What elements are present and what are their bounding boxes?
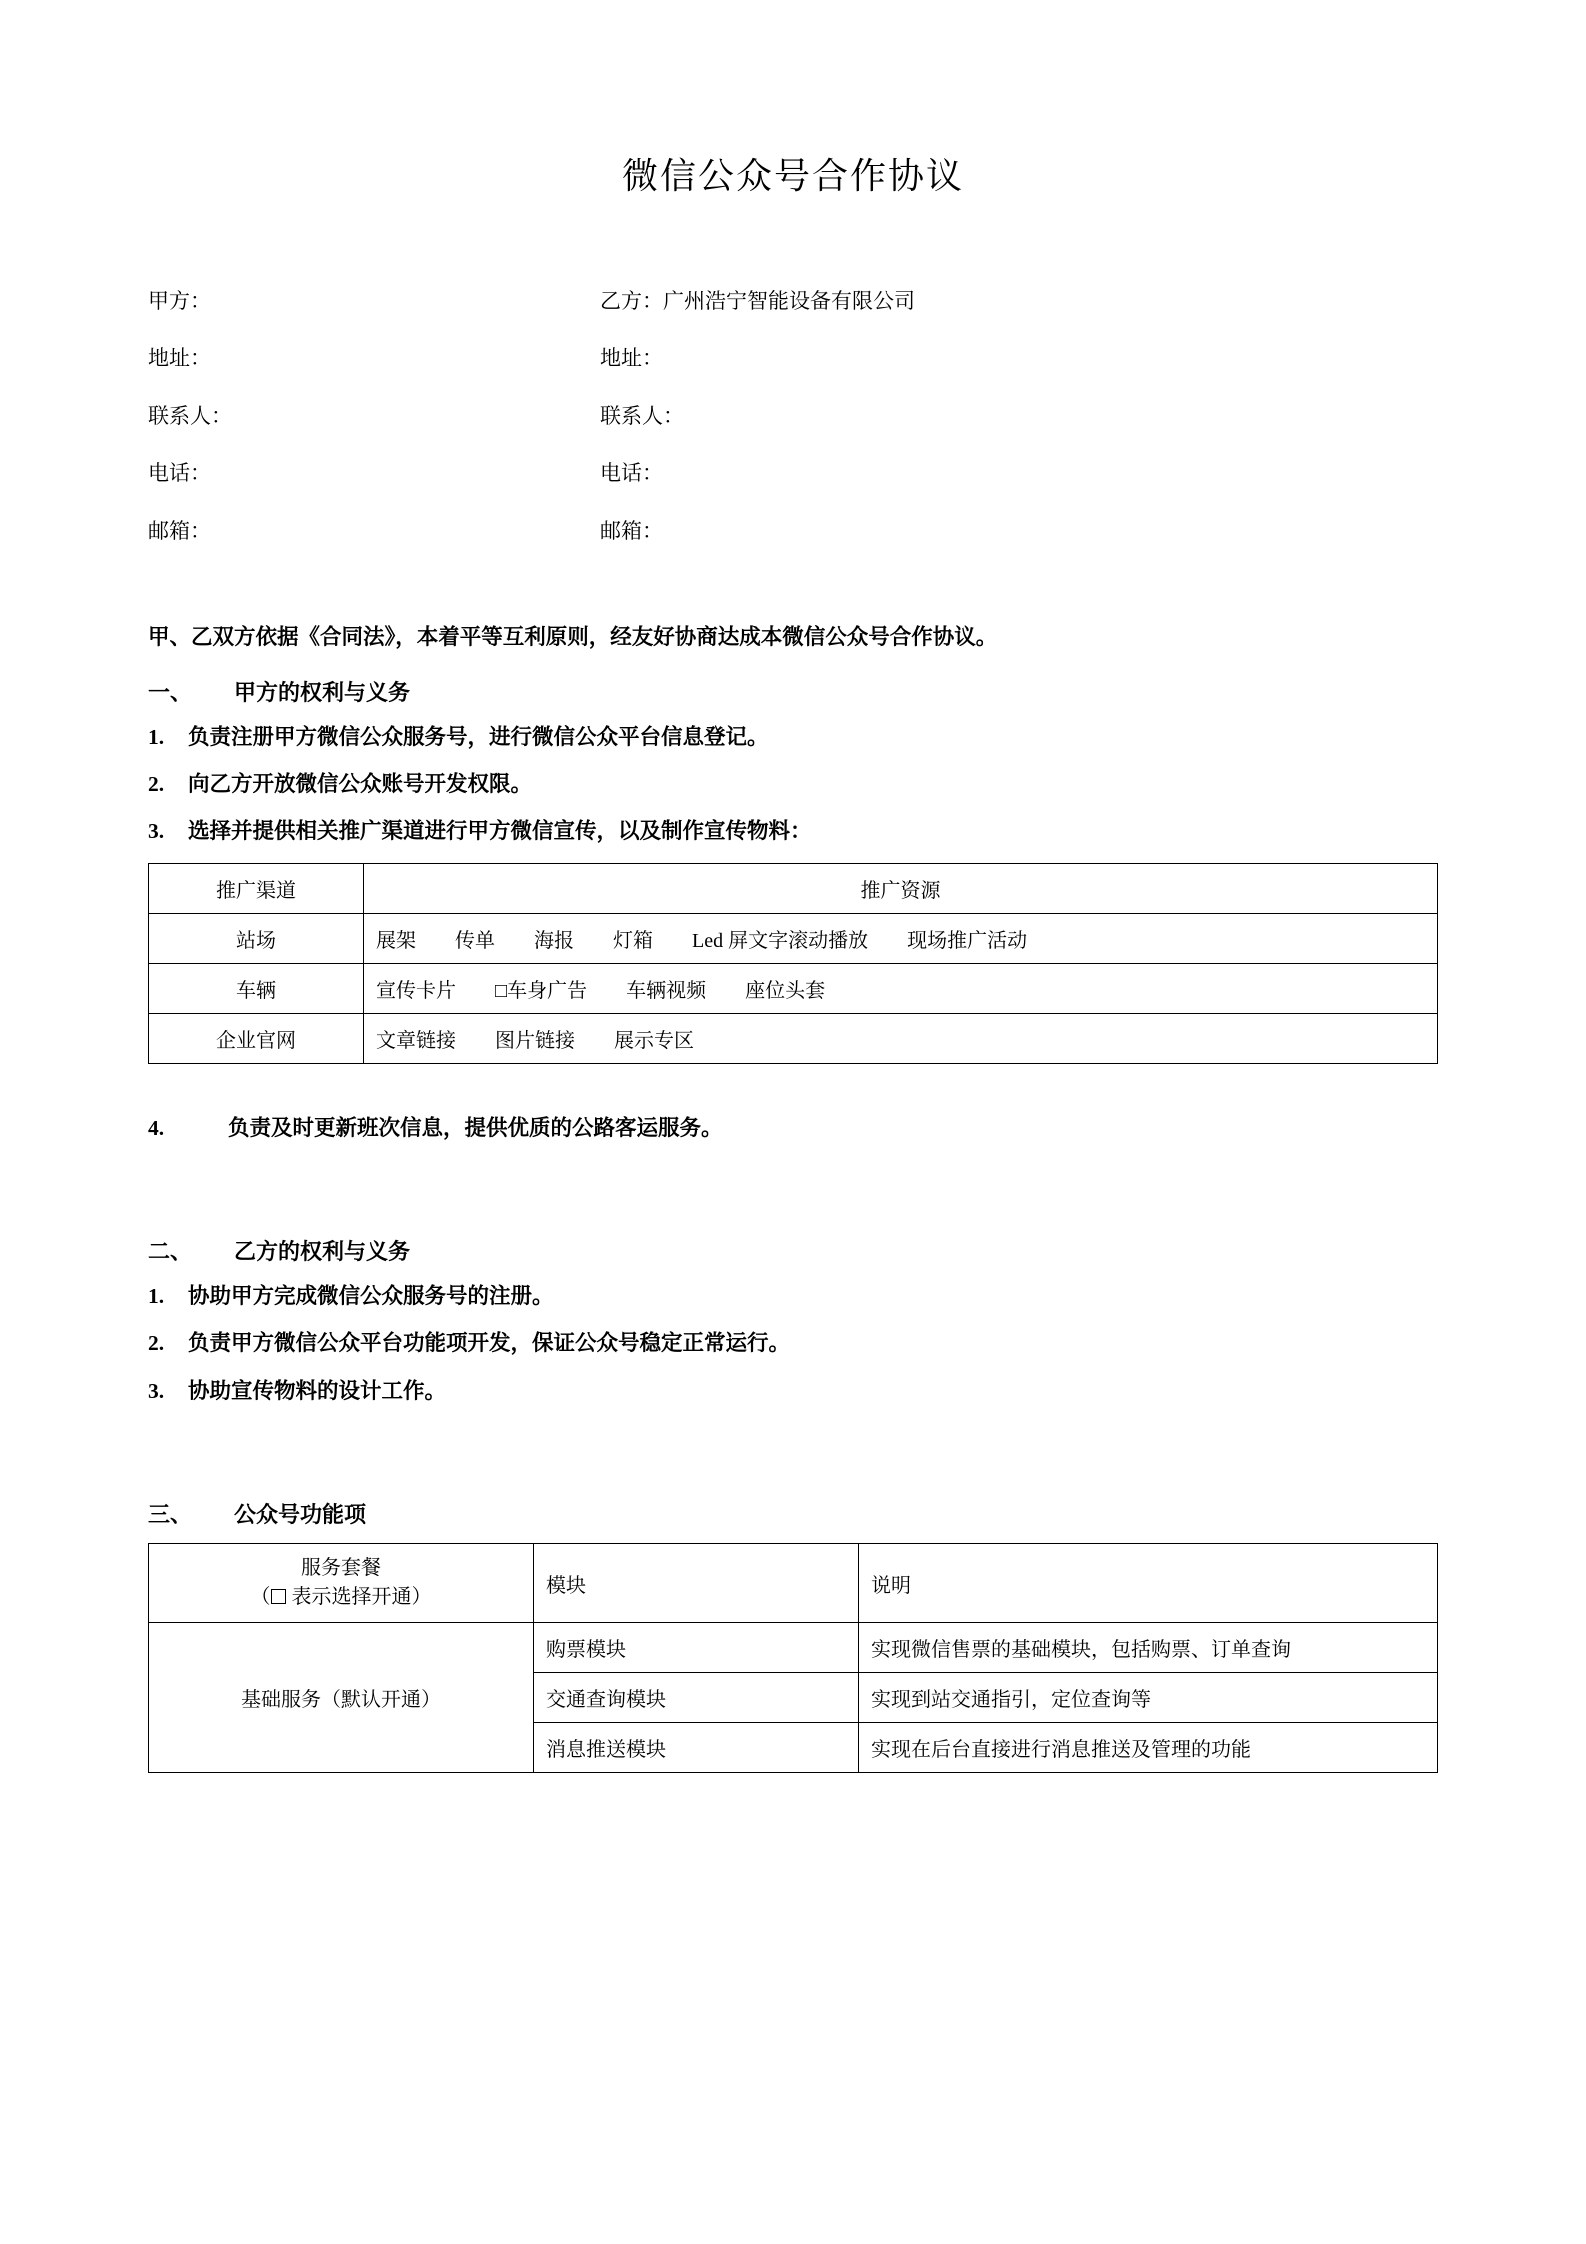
section-two-title: 乙方的权利与义务	[234, 1239, 411, 1265]
section-heading-one	[148, 676, 1438, 707]
section-three-number: 三、	[148, 1502, 193, 1528]
checkbox-icon[interactable]	[271, 1589, 286, 1604]
parties-block	[148, 287, 1438, 546]
clause-2-1	[148, 1280, 1438, 1313]
resource-item: 现场推广活动	[907, 929, 1028, 952]
party-a-email: 邮箱：	[148, 518, 211, 543]
party-row	[148, 344, 1438, 373]
clause-1-1	[148, 721, 1438, 754]
function-module-table	[148, 1543, 1438, 1773]
function-header-description: 说明	[859, 1544, 1438, 1623]
resource-item: 车辆视频	[626, 979, 707, 1002]
party-b-contact: 联系人：	[600, 403, 684, 428]
section-three-title: 公众号功能项	[234, 1502, 367, 1528]
clause-text: 负责及时更新班次信息，提供优质的公路客运服务。	[228, 1115, 723, 1140]
package-line2-text: 表示选择开通）	[291, 1586, 432, 1609]
party-b-phone: 电话：	[600, 461, 663, 486]
clause-index: 4.	[148, 1115, 165, 1140]
clause-index: 1.	[148, 724, 165, 749]
party-row	[148, 402, 1438, 431]
section-one-number: 一、	[148, 679, 193, 705]
promo-header-resource: 推广资源	[364, 863, 1438, 913]
promo-resources-station	[364, 913, 1438, 963]
table-row	[149, 1623, 1438, 1673]
party-b-address: 地址：	[600, 346, 663, 371]
party-a-name: 甲方：	[148, 289, 211, 313]
clause-index: 2.	[148, 1331, 165, 1356]
clause-text: 协助宣传物料的设计工作。	[188, 1378, 447, 1403]
clause-text: 向乙方开放微信公众账号开发权限。	[188, 772, 533, 797]
table-header-row	[149, 863, 1438, 913]
clause-index: 3.	[148, 1378, 165, 1403]
function-header-package-line1: 服务套餐	[301, 1557, 381, 1580]
function-module-description: 实现微信售票的基础模块，包括购票、订单查询	[859, 1623, 1438, 1673]
clause-index: 3.	[148, 819, 165, 844]
function-header-module: 模块	[534, 1544, 859, 1623]
clause-2-2	[148, 1327, 1438, 1360]
clause-text: 选择并提供相关推广渠道进行甲方微信宣传，以及制作宣传物料：	[188, 819, 812, 844]
section-heading-two	[148, 1235, 1438, 1266]
party-row	[148, 287, 1438, 316]
function-module-description: 实现到站交通指引，定位查询等	[859, 1673, 1438, 1723]
resource-item: 灯箱	[613, 929, 653, 952]
table-header-row	[149, 1544, 1438, 1623]
package-line2-prefix: （	[250, 1586, 271, 1609]
clause-index: 1.	[148, 1284, 165, 1309]
party-a-address: 地址：	[148, 346, 211, 371]
resource-item: 传单	[455, 929, 495, 952]
clause-text: 协助甲方完成微信公众服务号的注册。	[188, 1284, 554, 1309]
clause-text: 负责甲方微信公众平台功能项开发，保证公众号稳定正常运行。	[188, 1331, 791, 1356]
table-row	[149, 913, 1438, 963]
party-a-phone: 电话：	[148, 461, 211, 486]
resource-item: 座位头套	[745, 979, 826, 1002]
clause-1-4	[148, 1112, 1438, 1145]
resource-item: 宣传卡片	[376, 979, 456, 1002]
function-module-description: 实现在后台直接进行消息推送及管理的功能	[859, 1723, 1438, 1773]
resource-item: Led 屏文字滚动播放	[692, 929, 869, 952]
table-row	[149, 963, 1438, 1013]
party-row	[148, 517, 1438, 546]
resource-item: 海报	[534, 929, 574, 952]
resource-item: 图片链接	[495, 1029, 575, 1052]
function-module-name: 交通查询模块	[534, 1673, 859, 1723]
resource-item: 展示专区	[614, 1029, 694, 1052]
promo-channel-website: 企业官网	[149, 1013, 364, 1063]
promo-channel-station: 站场	[149, 913, 364, 963]
clause-text: 负责注册甲方微信公众服务号，进行微信公众平台信息登记。	[188, 724, 769, 749]
promo-resources-website	[364, 1013, 1438, 1063]
function-header-package	[149, 1544, 534, 1623]
party-b-name: 乙方：广州浩宁智能设备有限公司	[600, 289, 915, 313]
clause-2-3	[148, 1375, 1438, 1408]
function-module-name: 消息推送模块	[534, 1723, 859, 1773]
function-package-basic: 基础服务（默认开通）	[149, 1623, 534, 1773]
clause-1-2	[148, 768, 1438, 801]
page-title: 微信公众号合作协议	[621, 155, 964, 196]
function-header-package-line2	[161, 1583, 521, 1612]
resource-item: 文章链接	[376, 1029, 456, 1052]
table-row	[149, 1013, 1438, 1063]
party-a-contact: 联系人：	[148, 403, 232, 428]
section-heading-three	[148, 1498, 1438, 1529]
promo-resources-vehicle	[364, 963, 1438, 1013]
section-one-title: 甲方的权利与义务	[234, 679, 411, 705]
party-row	[148, 459, 1438, 488]
party-b-email: 邮箱：	[600, 518, 663, 543]
section-two-number: 二、	[148, 1239, 193, 1265]
promo-channel-vehicle: 车辆	[149, 963, 364, 1013]
promo-header-channel: 推广渠道	[149, 863, 364, 913]
function-module-name: 购票模块	[534, 1623, 859, 1673]
clause-1-3	[148, 815, 1438, 848]
resource-item: 展架	[376, 929, 416, 952]
promotion-channel-table	[148, 863, 1438, 1064]
intro-paragraph: 甲、乙双方依据《合同法》，本着平等互利原则，经友好协商达成本微信公众号合作协议。	[148, 624, 998, 649]
resource-item-checkbox[interactable]: □车身广告	[495, 979, 588, 1002]
clause-index: 2.	[148, 772, 165, 797]
